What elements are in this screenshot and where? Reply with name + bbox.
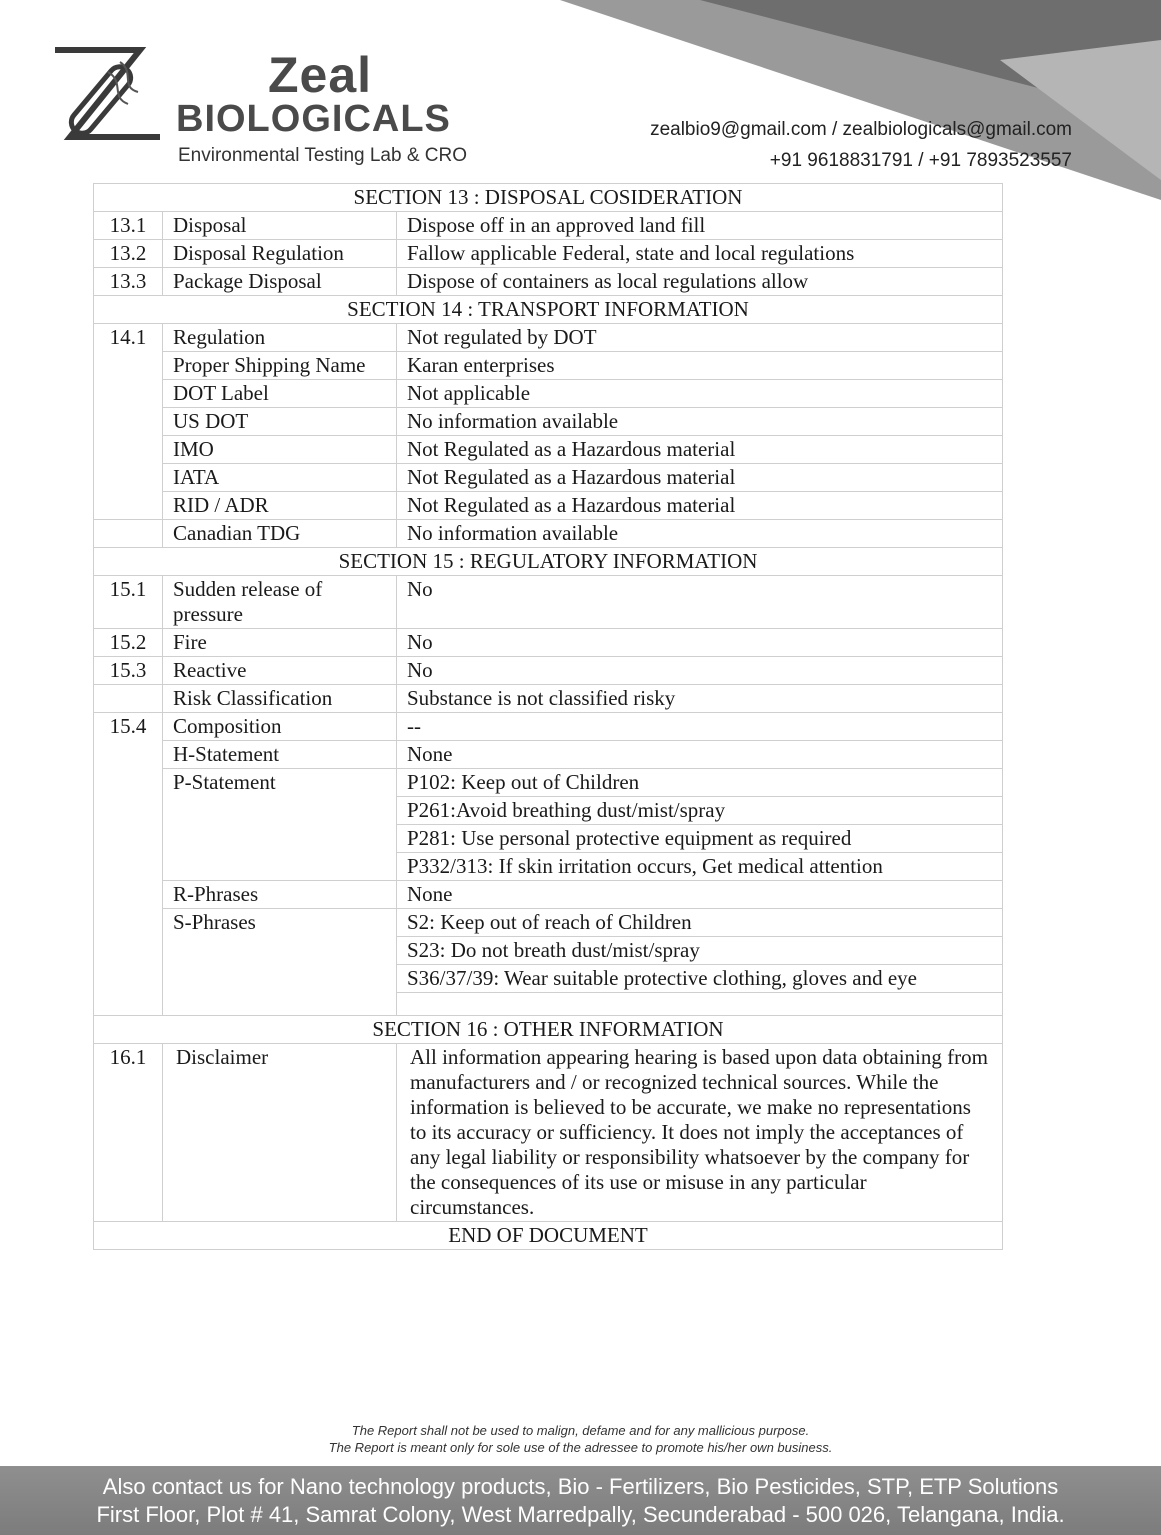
row-number-empty <box>94 881 163 909</box>
row-value: -- <box>397 713 1003 741</box>
table-row <box>94 657 1003 685</box>
row-number-empty <box>94 352 163 380</box>
row-number: 15.3 <box>94 657 163 685</box>
row-value: None <box>397 881 1003 909</box>
brand-tagline: Environmental Testing Lab & CRO <box>178 145 468 166</box>
table-row <box>94 268 1003 296</box>
table-row <box>94 520 1003 548</box>
table-row <box>94 492 1003 520</box>
table-row <box>94 965 1003 993</box>
section-title: SECTION 16 : OTHER INFORMATION <box>94 1016 1003 1044</box>
row-number-empty <box>94 769 163 797</box>
row-value: Fallow applicable Federal, state and local regulations <box>397 240 1003 268</box>
row-number-empty <box>94 685 163 713</box>
table-row <box>94 240 1003 268</box>
row-value: P332/313: If skin irritation occurs, Get medical attention <box>397 853 1003 881</box>
row-label: Fire <box>163 629 397 657</box>
table-row <box>94 769 1003 797</box>
row-value: None <box>397 741 1003 769</box>
table-row <box>94 853 1003 881</box>
row-label: R-Phrases <box>163 881 397 909</box>
table-row <box>94 825 1003 853</box>
row-value: No information available <box>397 408 1003 436</box>
row-label: US DOT <box>163 408 397 436</box>
row-value-empty <box>397 993 1003 1016</box>
table-row <box>94 352 1003 380</box>
row-label: Regulation <box>163 324 397 352</box>
row-value: Not applicable <box>397 380 1003 408</box>
row-value: Not Regulated as a Hazardous material <box>397 492 1003 520</box>
row-number-empty <box>94 853 163 881</box>
row-value: No information available <box>397 520 1003 548</box>
row-number-empty <box>94 492 163 520</box>
section-title: SECTION 14 : TRANSPORT INFORMATION <box>94 296 1003 324</box>
row-value: Dispose of containers as local regulations allow <box>397 268 1003 296</box>
row-label-empty <box>163 965 397 993</box>
brand-name: Zeal <box>268 47 373 103</box>
row-value: Substance is not classified risky <box>397 685 1003 713</box>
row-number: 13.3 <box>94 268 163 296</box>
row-number-empty <box>94 909 163 937</box>
table-row <box>94 629 1003 657</box>
row-value: Dispose off in an approved land fill <box>397 212 1003 240</box>
row-value: P281: Use personal protective equipment as required <box>397 825 1003 853</box>
row-label: Disposal <box>163 212 397 240</box>
row-label: DOT Label <box>163 380 397 408</box>
row-number: 14.1 <box>94 324 163 352</box>
table-row <box>94 741 1003 769</box>
row-number-empty <box>94 380 163 408</box>
brand-sub: BIOLOGICALS <box>176 98 451 140</box>
row-label: IMO <box>163 436 397 464</box>
contact-phone: +91 9618831791 / +91 7893523557 <box>769 150 1072 171</box>
row-number-empty <box>94 464 163 492</box>
section-13-header <box>94 184 1003 212</box>
zeal-logo-icon <box>50 42 165 147</box>
row-value: No <box>397 657 1003 685</box>
row-label: Sudden release of pressure <box>163 576 397 629</box>
row-number: 15.2 <box>94 629 163 657</box>
row-number-empty <box>94 825 163 853</box>
section-title: SECTION 15 : REGULATORY INFORMATION <box>94 548 1003 576</box>
row-label: Canadian TDG <box>163 520 397 548</box>
row-value: S23: Do not breath dust/mist/spray <box>397 937 1003 965</box>
row-label: Reactive <box>163 657 397 685</box>
row-number-empty <box>94 408 163 436</box>
table-row <box>94 408 1003 436</box>
footer-address: First Floor, Plot # 41, Samrat Colony, West Marredpally, Secunderabad - 500 026, Telangana, India. <box>96 1502 1065 1527</box>
row-label: Disposal Regulation <box>163 240 397 268</box>
row-label: Package Disposal <box>163 268 397 296</box>
table-row <box>94 713 1003 741</box>
section-title: SECTION 13 : DISPOSAL COSIDERATION <box>94 184 1003 212</box>
section-14-header <box>94 296 1003 324</box>
row-value: No <box>397 629 1003 657</box>
row-value: P261:Avoid breathing dust/mist/spray <box>397 797 1003 825</box>
row-label: P-Statement <box>163 769 397 797</box>
disclaimer-text: All information appearing hearing is based upon data obtaining from manufacturers and / or recognized technical sources. While the information is believed to be accurate, we make no representations to its accuracy or sufficiency. It does not imply the acceptances of any legal liability or responsibility whatsoever by the company for the consequences of its use or misuse in any particular circumstances. <box>397 1044 1003 1222</box>
table-row <box>94 881 1003 909</box>
row-value: Not regulated by DOT <box>397 324 1003 352</box>
row-number-empty <box>94 993 163 1016</box>
row-label: S-Phrases <box>163 909 397 937</box>
row-number: 13.1 <box>94 212 163 240</box>
row-value: P102: Keep out of Children <box>397 769 1003 797</box>
table-row <box>94 464 1003 492</box>
row-label-empty <box>163 993 397 1016</box>
row-label-empty <box>163 797 397 825</box>
row-label: RID / ADR <box>163 492 397 520</box>
footer-note-1: The Report shall not be used to malign, defame and for any mallicious purpose. <box>351 1423 810 1438</box>
row-number-empty <box>94 741 163 769</box>
row-number: 16.1 <box>94 1044 163 1222</box>
table-row <box>94 685 1003 713</box>
row-label: Composition <box>163 713 397 741</box>
end-of-document: END OF DOCUMENT <box>94 1222 1003 1250</box>
row-value: S2: Keep out of reach of Children <box>397 909 1003 937</box>
row-label-empty <box>163 937 397 965</box>
row-label: H-Statement <box>163 741 397 769</box>
row-value: No <box>397 576 1003 629</box>
row-number-empty <box>94 797 163 825</box>
table-row <box>94 324 1003 352</box>
table-row <box>94 1044 1003 1222</box>
row-value: Not Regulated as a Hazardous material <box>397 436 1003 464</box>
row-label-empty <box>163 825 397 853</box>
row-label: IATA <box>163 464 397 492</box>
table-row <box>94 937 1003 965</box>
row-label: Risk Classification <box>163 685 397 713</box>
row-number: 15.1 <box>94 576 163 629</box>
row-label: Proper Shipping Name <box>163 352 397 380</box>
row-number-empty <box>94 436 163 464</box>
table-row <box>94 797 1003 825</box>
table-row <box>94 993 1003 1016</box>
contact-email: zealbio9@gmail.com / zealbiologicals@gmail.com <box>650 119 1072 140</box>
sds-table <box>93 183 1003 1250</box>
table-row <box>94 380 1003 408</box>
row-value: Karan enterprises <box>397 352 1003 380</box>
row-number: 13.2 <box>94 240 163 268</box>
row-number-empty <box>94 937 163 965</box>
footer-services: Also contact us for Nano technology products, Bio - Fertilizers, Bio Pesticides, STP, ETP Solutions <box>102 1474 1059 1499</box>
row-number-empty <box>94 965 163 993</box>
section-15-header <box>94 548 1003 576</box>
row-value: Not Regulated as a Hazardous material <box>397 464 1003 492</box>
table-row <box>94 212 1003 240</box>
footer-bar <box>0 1466 1161 1535</box>
table-row <box>94 909 1003 937</box>
row-value: S36/37/39: Wear suitable protective clothing, gloves and eye <box>397 965 1003 993</box>
end-row <box>94 1222 1003 1250</box>
footer-note-2: The Report is meant only for sole use of the adressee to promote his/her own business. <box>328 1440 833 1455</box>
row-label: Disclaimer <box>163 1044 397 1222</box>
row-number: 15.4 <box>94 713 163 741</box>
section-16-header <box>94 1016 1003 1044</box>
row-label-empty <box>163 853 397 881</box>
row-number-empty <box>94 520 163 548</box>
table-row <box>94 576 1003 629</box>
table-row <box>94 436 1003 464</box>
